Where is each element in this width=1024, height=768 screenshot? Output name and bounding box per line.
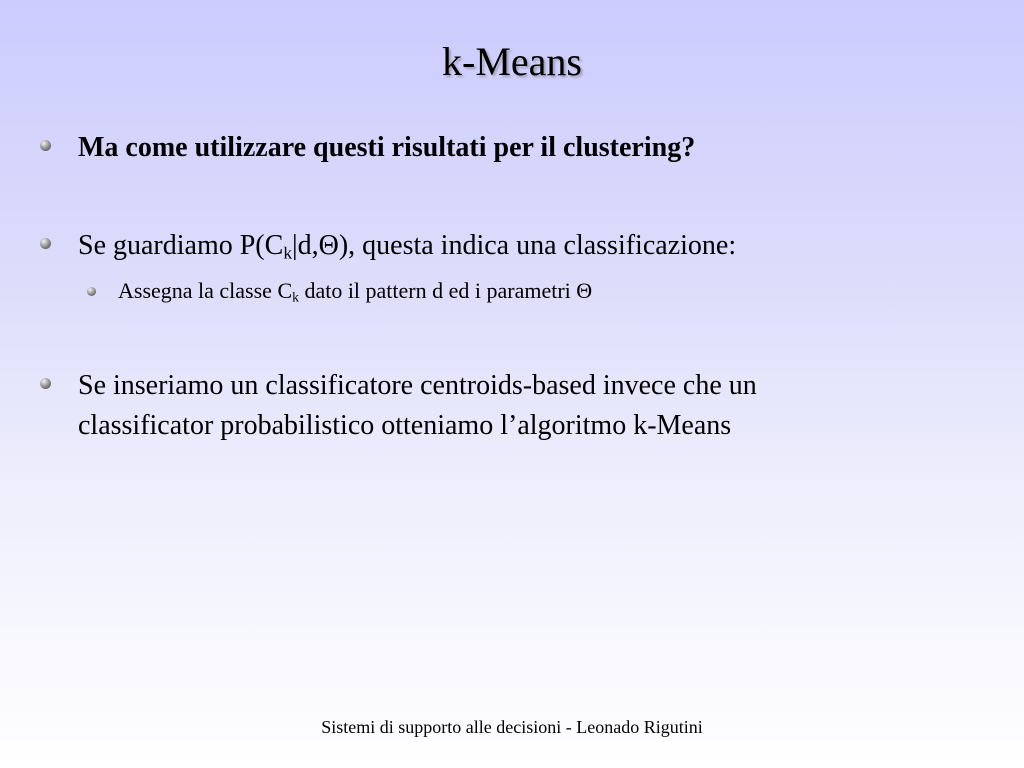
- bullet-item-2: [40, 226, 736, 266]
- sub-bullet-text-part-b: dato il pattern d ed i parametri Θ: [298, 278, 593, 303]
- bullet-icon: [40, 238, 51, 249]
- bullet-item-3: [40, 366, 757, 446]
- subscript-k: k: [283, 243, 292, 263]
- sub-bullet-text: [118, 277, 592, 305]
- sub-bullet-item: [87, 277, 592, 305]
- bullet-icon: [40, 378, 51, 389]
- bullet-text-3-line-1: Se inseriamo un classificatore centroids-based invece che un: [78, 370, 757, 401]
- bullet-text-3-line-2: classificator probabilistico otteniamo l’algoritmo k-Means: [78, 410, 732, 441]
- bullet-text-2-part-a: Se guardiamo P(C: [78, 230, 284, 261]
- bullet-text-2-part-b: |d,Θ), questa indica una classificazione:: [292, 230, 737, 261]
- sub-bullet-text-part-a: Assegna la classe C: [118, 278, 293, 303]
- subscript-k: k: [292, 289, 299, 305]
- bullet-icon: [40, 140, 51, 151]
- bullet-text-2: [78, 226, 736, 266]
- bullet-text-1: Ma come utilizzare questi risultati per il clustering?: [78, 132, 696, 163]
- slide-footer: Sistemi di supporto alle decisioni - Leonado Rigutini: [321, 717, 703, 737]
- slide-title: k-Means: [442, 39, 582, 84]
- sub-bullet-icon: [87, 287, 96, 296]
- bullet-item-1: [40, 128, 695, 168]
- bullet-text-3: [78, 366, 757, 446]
